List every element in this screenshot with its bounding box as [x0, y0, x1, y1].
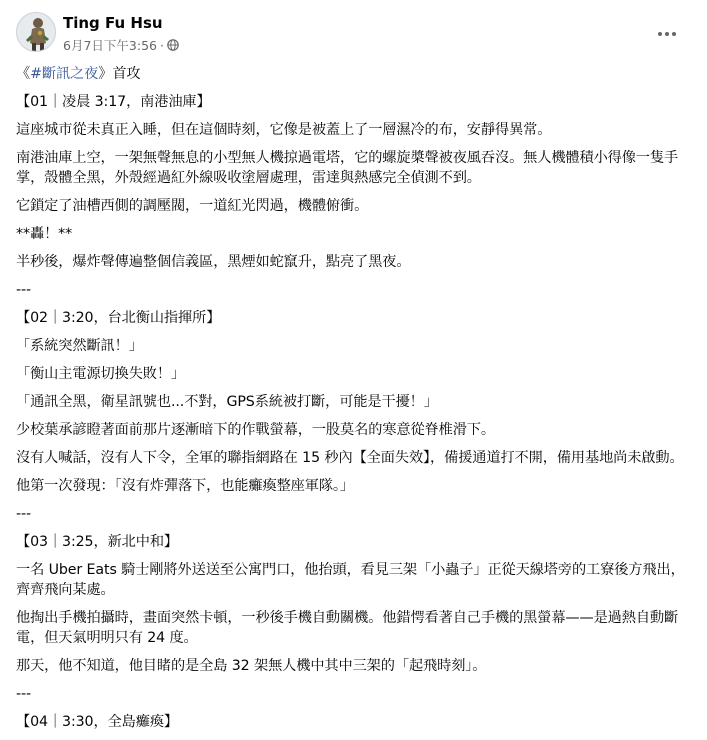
hashtag-link[interactable]: #斷訊之夜 [30, 66, 99, 82]
post-content [16, 64, 696, 740]
title-open: 《 [16, 66, 31, 82]
section-divider: --- [16, 282, 32, 298]
section-heading: 【02｜3:20，台北衡山指揮所】 [16, 310, 221, 326]
section-divider: --- [16, 506, 32, 522]
paragraph: 這座城市從未真正入睡，但在這個時刻，它像是被蓋上了一層濕冷的布，安靜得異常。 [16, 122, 552, 138]
author-name[interactable]: Ting Fu Hsu [63, 14, 163, 32]
paragraph: 「系統突然斷訊！」 [16, 338, 143, 354]
paragraph: 他第一次發現：「沒有炸彈落下，也能癱瘓整座軍隊。」 [16, 478, 354, 494]
section-heading: 【04｜3:30，全島癱瘓】 [16, 714, 179, 730]
paragraph: 一名 Uber Eats 騎士剛將外送送至公寓門口，他抬頭，看見三架「小蟲子」正從天線塔旁的工寮後方飛出，齊齊飛向某處。 [16, 562, 685, 598]
paragraph: **轟！** [16, 226, 73, 242]
avatar-figure-icon [17, 13, 56, 52]
author-avatar[interactable] [16, 12, 56, 52]
paragraph: 半秒後，爆炸聲傳遍整個信義區，黑煙如蛇竄升，點亮了黑夜。 [16, 254, 411, 270]
paragraph: 「通訊全黑，衛星訊號也...不對，GPS系統被打斷，可能是干擾！」 [16, 394, 438, 410]
paragraph: 南港油庫上空，一架無聲無息的小型無人機掠過電塔，它的螺旋槳聲被夜風吞沒。無人機體積小得像一隻手掌，殼體全黑，外殼經過紅外線吸收塗層處理，雷達與熱感完全偵測不到。 [16, 150, 679, 186]
globe-icon[interactable] [167, 39, 179, 51]
meta-dot: · [159, 37, 164, 53]
title-close: 》首攻 [98, 66, 141, 82]
section-divider: --- [16, 686, 32, 702]
more-options-icon[interactable] [655, 22, 679, 46]
paragraph: 少校葉承諺瞪著面前那片逐漸暗下的作戰螢幕，一股莫名的寒意從脊椎滑下。 [16, 422, 495, 438]
post-title [16, 64, 696, 84]
paragraph: 那天，他不知道，他目睹的是全島 32 架無人機中其中三架的「起飛時刻」。 [16, 658, 487, 674]
section-heading: 【03｜3:25，新北中和】 [16, 534, 179, 550]
post-header [16, 12, 691, 56]
paragraph: 它鎖定了油槽西側的調壓閥，一道紅光閃過，機體俯衝。 [16, 198, 369, 214]
paragraph: 「衡山主電源切換失敗！」 [16, 366, 186, 382]
section-heading: 【01｜凌晨 3:17，南港油庫】 [16, 94, 211, 110]
post-timestamp[interactable]: 6月7日下午3:56 [63, 38, 157, 53]
paragraph: 沒有人喊話，沒有人下令，全軍的聯指網路在 15 秒內【全面失效】，備援通道打不開，備用基地尚未啟動。 [16, 450, 684, 466]
post-meta [63, 36, 179, 54]
paragraph: 他掏出手機拍攝時，畫面突然卡頓，一秒後手機自動關機。他錯愕看著自己手機的黑螢幕——是過熱自動斷電，但天氣明明只有 24 度。 [16, 610, 679, 646]
